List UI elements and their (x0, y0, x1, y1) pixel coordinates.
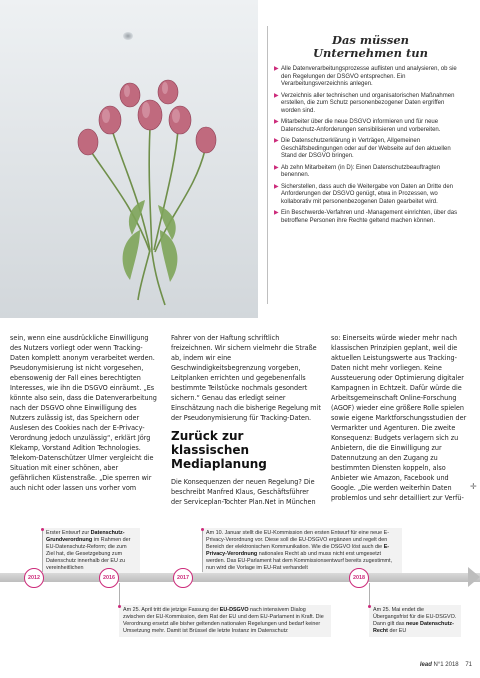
checklist-box (267, 26, 473, 304)
timeline-dot (118, 605, 121, 608)
crop-mark-icon: ✛ (470, 482, 477, 491)
list-item (274, 184, 463, 207)
timeline-connector (42, 530, 43, 572)
timeline-connector (369, 583, 370, 605)
column-2-top-text: Fahrer von der Haftung schriftlich freizeichnen. Wir sichern vielmehr die Straße ab, indem wir eine Geschwindigkeitsbegrenzung vorgeben, Leitplanken errichten und gegebenenfalls bestimmte Teilstücke nochmals gesondert sichern.“ Genau das erledigt seiner Einschätzung nach die bisherige Regelung mit der Pseudonymisierung für Tracking-Daten. (171, 333, 321, 422)
list-item (274, 210, 463, 225)
list-item (274, 66, 463, 89)
list-item-text: Die Datenschutzerklärung in Verträgen, Allgemeinen Geschäftsbedingungen oder auf der Webseite auf den aktuellen Stand der DSGVO bringen. (281, 138, 451, 159)
box-title (268, 26, 473, 60)
triangle-bullet-icon: ▶ (274, 66, 279, 72)
tulips-bathtub-photo (0, 0, 258, 318)
triangle-bullet-icon: ▶ (274, 119, 279, 125)
list-item-text: Sicherstellen, dass auch die Weitergabe von Daten an Dritte den Anforderungen der DSGVO genügt, etwa in Prozessen, wo kollaborativ mit personenbezogenen Daten gearbeitet wird. (281, 183, 453, 205)
triangle-bullet-icon: ▶ (274, 164, 279, 171)
list-item-text: Ein Beschwerde-Verfahren und -Management einrichten, über das betroffene Personen ihre Rechte geltend machen können. (281, 210, 458, 224)
timeline-card-2017 (202, 528, 402, 574)
list-item (274, 119, 463, 134)
issue-number: N°1 2018 (433, 662, 459, 668)
box-list (268, 60, 473, 225)
card-text: Erster Entwurf zur (46, 530, 91, 536)
timeline-arrow-icon (468, 567, 480, 587)
timeline-bar (0, 573, 480, 582)
timeline-dot (201, 528, 204, 531)
article-column-3 (331, 333, 471, 503)
year-marker-2016: 2016 (99, 568, 119, 588)
box-title-line1: Das müssen (331, 33, 410, 47)
column-3-text: so: Einerseits würde wieder mehr nach klassischen Prinzipien geplant, weil die aktuellen Leistungswerte aus Tracking-Daten nicht mehr vorliegen. Keine Aussteuerung oder Optimierung digitaler Kampagnen in Echtzeit. Dafür würde die Arbeitsgemeinschaft Online-Forschung (AGOF) wieder eine größere Rolle spielen sowie eigene Marktforschungsstudien der Vermarkter und Agenturen. Die zweite Konsequenz: Budgets verlagern sich zu Anbietern, die die Einwilligung zur Datennutzung an den Zugang zu bestimmten Diensten koppeln, also Anbieter wie Amazon, Facebook und Google. „Die werden weiterhin Daten problemlos und sehr detailliert zur Verfü- (331, 333, 467, 502)
card-text: nach intensivem Dialog zwischen der EU-Kommission, dem Rat der EU und dem EU-Parlament in Kraft. Die Verordnung ersetzt alle bisher geltenden nationalen Regelungen und bedarf keiner Umsetzung mehr. Damit ist Brüssel die letzte Instanz im Datenschutz (123, 607, 324, 634)
year-marker-2017: 2017 (173, 568, 193, 588)
year-marker-2012: 2012 (24, 568, 44, 588)
card-bold-text: neue Datenschutz-Recht (373, 621, 454, 634)
year-marker-2018: 2018 (349, 568, 369, 588)
card-bold-text: E-Privacy-Verordnung (206, 544, 390, 557)
article-column-2 (171, 333, 321, 507)
column-2-bottom-text: Die Konsequenzen der neuen Regelung? Die beschreibt Manfred Klaus, Geschäftsführer der Serviceplan-Tochter Plan.Net in München (171, 477, 316, 506)
timeline-card-2012 (42, 528, 140, 574)
list-item-text: Mitarbeiter über die neue DSGVO informieren und für neue Datenschutz-Anforderungen sensibilisieren und vorbereiten. (281, 119, 441, 133)
photo-illustration (0, 0, 258, 318)
triangle-bullet-icon: ▶ (274, 210, 279, 216)
list-item-text: Alle Datenverarbeitungsprozesse auflisten und analysieren, ob sie den Regelungen der DSGVO entsprechen. Ein Verarbeitungsverzeichnis anlegen. (281, 66, 457, 87)
section-heading: Zurück zur klassischen Mediaplanung (171, 429, 267, 471)
card-text: der EU (387, 628, 407, 634)
triangle-bullet-icon: ▶ (274, 92, 279, 99)
list-item-text: Ab zehn Mitarbeitern (in D): Einen Datenschutzbeauftragten benennen. (281, 164, 441, 178)
card-text: nationales Recht ab und muss nicht erst umgesetzt werden. Das EU-Parlament hat dem Kommissionsentwurf bereits zugestimmt, nun wird die Vorlage im EU-Rat verhandelt (206, 551, 393, 571)
page-number: 71 (465, 662, 472, 668)
card-text: Am 25. April tritt die jetzige Fassung der (123, 607, 220, 613)
list-item (274, 138, 463, 161)
magazine-brand: lead (419, 662, 432, 668)
triangle-bullet-icon: ▶ (274, 138, 279, 144)
timeline-card-2018 (369, 605, 461, 637)
timeline-card-2016 (119, 605, 331, 637)
triangle-bullet-icon: ▶ (274, 183, 279, 190)
timeline-connector (202, 530, 203, 572)
list-item (274, 93, 463, 116)
timeline-connector (119, 583, 120, 605)
timeline-dot (41, 528, 44, 531)
card-text: im Rahmen der EU-Datenschutz-Reform; die zum Ziel hat, die Gesetzgebung zum Datenschutz innerhalb der EU zu vereinheitlichen (46, 537, 131, 571)
list-item (274, 165, 463, 180)
card-text: Am 25. Mai endet die Übergangsfrist für die EU-DSGVO. Dann gilt das (373, 607, 457, 627)
list-item-text: Verzeichnis aller technischen und organisatorischen Maßnahmen erstellen, die zum Schutz personenbezogener Daten ergriffen worden sind. (281, 92, 455, 114)
timeline-dot (368, 605, 371, 608)
page-footer (420, 662, 472, 668)
card-text: Am 10. Januar stellt die EU-Kommission den ersten Entwurf für eine neue E-Privacy-Verordnung vor. Diese soll die EU-DSGVO ergänzen und regelt den Bereich der elektronischen Kommunikation. Wie die DSGVO löst auch die (206, 530, 390, 550)
card-bold-text: EU-DSGVO (219, 607, 249, 613)
card-bold-text: Datenschutz-Grundverordnung (46, 530, 125, 543)
box-title-line2: Unternehmen tun (313, 46, 428, 60)
article-column-1 (10, 333, 160, 493)
column-1-text: sein, wenn eine ausdrückliche Einwilligung des Nutzers vorliegt oder wenn Tracking-Daten komplett anonym verarbeitet werden. Pseudonymisierung ist nicht vorgesehen, ebensowenig der Fall eines berechtigten Interesses, wie ihn die DSGVO einräumt. „Es könnte also sein, dass die Datenverarbeitung nach der DSGVO ohne Einwilligung des Nutzers zulässig ist, das Speichern oder Auslesen des Cookies nach der E-Privacy-Verordnung jedoch unzulässig“, erklärt Jörg Klekamp, Vorstand Adition Technologies. Telekom-Datenschützer Ulmer vergleicht die Situation mit einer schönen, aber gefährlichen Küstenstraße. „Die sperren wir auch nicht oder lassen uns vorher vom (10, 333, 157, 492)
